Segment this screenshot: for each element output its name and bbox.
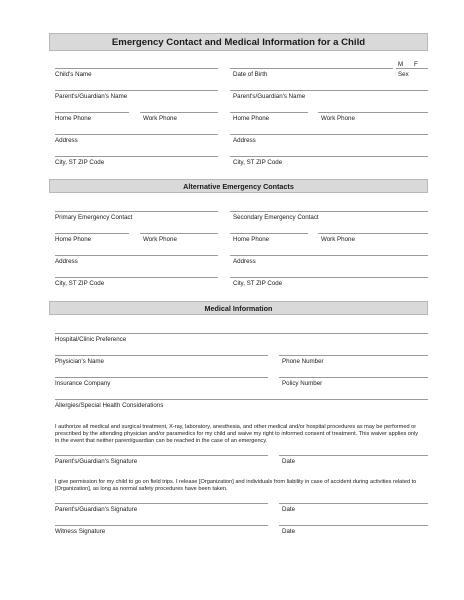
alt-city-right-label: City, ST ZIP Code <box>233 280 283 287</box>
city-right-label: City, ST ZIP Code <box>233 159 283 166</box>
date-of-birth-label: Date of Birth <box>233 71 268 78</box>
policy-label: Policy Number <box>282 380 323 387</box>
alt-home-phone-left-line[interactable] <box>55 233 129 234</box>
home-phone-left-line[interactable] <box>55 112 129 113</box>
date-label: Date <box>282 458 296 465</box>
parent-signature-line[interactable] <box>55 455 268 456</box>
date-3-label: Date <box>282 528 296 535</box>
sex-line[interactable] <box>396 68 428 69</box>
alt-address-right-label: Address <box>233 258 256 265</box>
physician-line[interactable] <box>55 355 268 356</box>
sex-label: Sex <box>398 71 409 78</box>
work-phone-left-label: Work Phone <box>143 115 177 122</box>
home-phone-left-label: Home Phone <box>55 115 92 122</box>
secondary-contact-line[interactable] <box>230 211 428 212</box>
parent-signature-2-label: Parent's/Guardian's Signature <box>55 506 138 513</box>
form-title: Emergency Contact and Medical Information for a Child <box>49 33 428 51</box>
physician-phone-line[interactable] <box>279 355 428 356</box>
home-phone-right-label: Home Phone <box>233 115 270 122</box>
alt-work-phone-left-label: Work Phone <box>143 236 177 243</box>
parent-name-left-label: Parent's/Guardian's Name <box>55 93 128 100</box>
alt-address-right-line[interactable] <box>230 255 428 256</box>
work-phone-right-line[interactable] <box>318 112 428 113</box>
hospital-label: Hospital/Clinic Preference <box>55 336 127 343</box>
city-right-line[interactable] <box>230 156 428 157</box>
parent-signature-2-line[interactable] <box>55 503 268 504</box>
allergies-line[interactable] <box>55 399 428 400</box>
work-phone-left-line[interactable] <box>140 112 218 113</box>
alt-home-phone-right-label: Home Phone <box>233 236 270 243</box>
alt-home-phone-right-line[interactable] <box>230 233 308 234</box>
witness-signature-line[interactable] <box>55 525 268 526</box>
insurance-label: Insurance Company <box>55 380 111 387</box>
address-left-line[interactable] <box>55 134 218 135</box>
parent-name-left-line[interactable] <box>55 90 218 91</box>
field-trip-paragraph: I give permission for my child to go on field trips. I release [Organization] and individuals from liability in case of accident during activities related to [Organization], as long as normal safety procedures have been taken. <box>55 479 417 492</box>
date-3-line[interactable] <box>279 525 428 526</box>
primary-contact-line[interactable] <box>55 211 218 212</box>
alt-work-phone-left-line[interactable] <box>140 233 218 234</box>
date-2-label: Date <box>282 506 296 513</box>
alt-work-phone-right-line[interactable] <box>318 233 428 234</box>
consent-paragraph: I authorize all medical and surgical treatment, X-ray, laboratory, anesthesia, and other medical and/or hospital procedures as may be performed or prescribed by the attending physician and/or paramedics for my child and waive my right to informed consent of treatment. This waiver applies only in the event that neither parent/guardian can be reached in the case of an emergency. <box>55 424 419 444</box>
physician-phone-label: Phone Number <box>282 358 324 365</box>
work-phone-right-label: Work Phone <box>321 115 355 122</box>
date-line[interactable] <box>279 455 428 456</box>
medical-info-header: Medical Information <box>49 301 428 315</box>
witness-signature-label: Witness Signature <box>55 528 106 535</box>
allergies-label: Allergies/Special Health Considerations <box>55 402 164 409</box>
address-left-label: Address <box>55 137 78 144</box>
alt-home-phone-left-label: Home Phone <box>55 236 92 243</box>
alt-city-right-line[interactable] <box>230 277 428 278</box>
address-right-line[interactable] <box>230 134 428 135</box>
sex-option-f[interactable]: F <box>414 61 418 68</box>
policy-line[interactable] <box>279 377 428 378</box>
alt-address-left-label: Address <box>55 258 78 265</box>
alt-address-left-line[interactable] <box>55 255 218 256</box>
parent-signature-label: Parent's/Guardian's Signature <box>55 458 138 465</box>
parent-name-right-line[interactable] <box>230 90 428 91</box>
alt-city-left-line[interactable] <box>55 277 218 278</box>
date-2-line[interactable] <box>279 503 428 504</box>
city-left-label: City, ST ZIP Code <box>55 159 105 166</box>
date-of-birth-line[interactable] <box>230 68 393 69</box>
hospital-line[interactable] <box>55 333 428 334</box>
secondary-contact-label: Secondary Emergency Contact <box>233 214 319 221</box>
sex-option-m[interactable]: M <box>398 61 404 68</box>
city-left-line[interactable] <box>55 156 218 157</box>
alt-city-left-label: City, ST ZIP Code <box>55 280 105 287</box>
primary-contact-label: Primary Emergency Contact <box>55 214 133 221</box>
childs-name-line[interactable] <box>55 68 218 69</box>
address-right-label: Address <box>233 137 256 144</box>
home-phone-right-line[interactable] <box>230 112 308 113</box>
physician-label: Physician's Name <box>55 358 104 365</box>
insurance-line[interactable] <box>55 377 268 378</box>
alt-work-phone-right-label: Work Phone <box>321 236 355 243</box>
childs-name-label: Child's Name <box>55 71 92 78</box>
parent-name-right-label: Parent's/Guardian's Name <box>233 93 306 100</box>
alt-contacts-header: Alternative Emergency Contacts <box>49 179 428 193</box>
